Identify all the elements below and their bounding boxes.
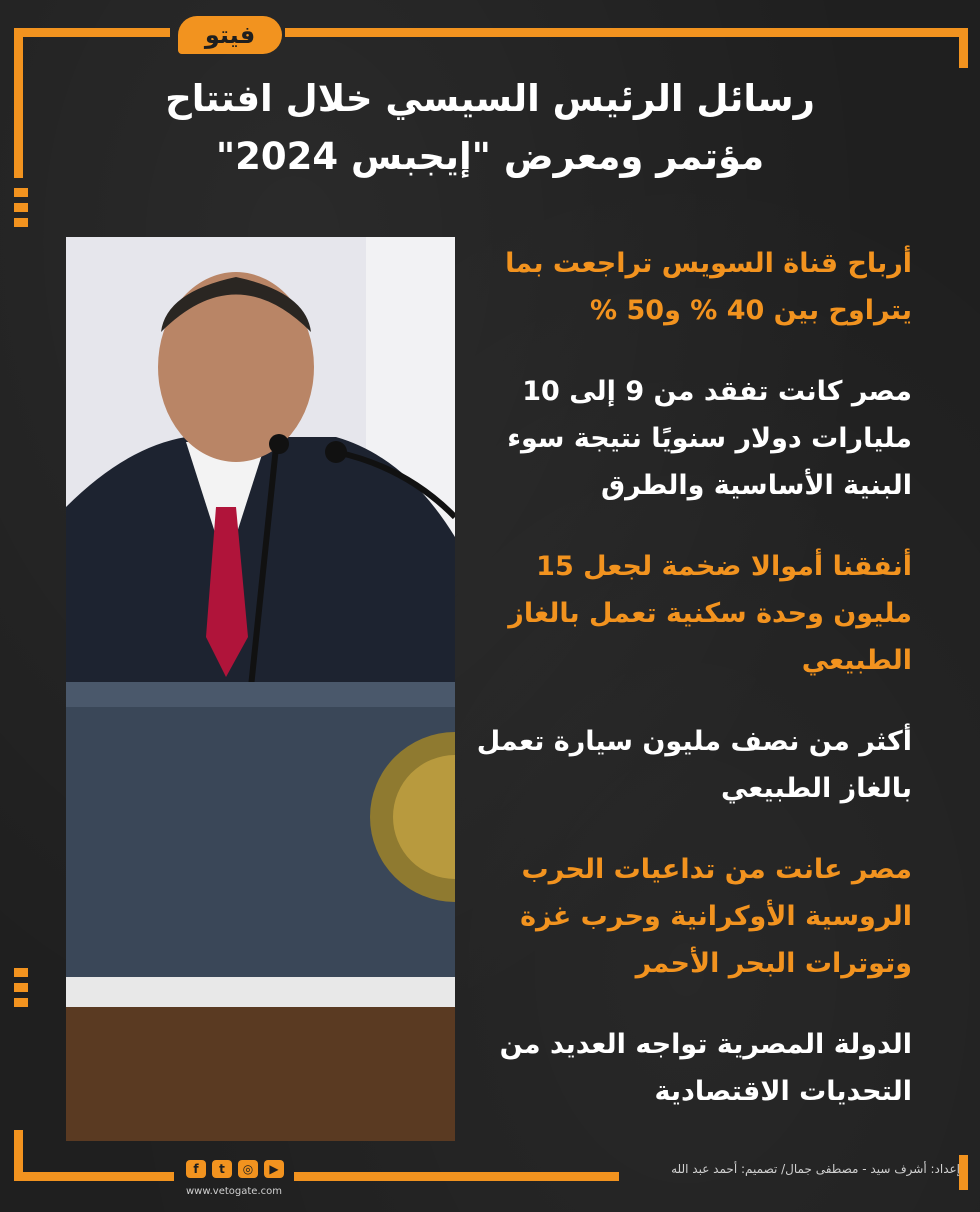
frame-dashes-top [14, 188, 28, 233]
website-url[interactable]: www.vetogate.com [186, 1186, 282, 1197]
facebook-icon[interactable]: f [186, 1160, 206, 1178]
instagram-icon[interactable]: ◎ [238, 1160, 258, 1178]
frame-bottom-left [14, 1172, 174, 1181]
youtube-icon[interactable]: ▶ [264, 1160, 284, 1178]
footer-credit: إعداد: أشرف سيد - مصطفى جمال/ تصميم: أحمد عبد الله [671, 1162, 960, 1176]
frame-right-top [959, 28, 968, 68]
frame-dashes-bottom [14, 968, 28, 1013]
frame-left [14, 28, 23, 178]
frame-top-left [14, 28, 170, 37]
page-title [120, 70, 860, 186]
title-line-1: رسائل الرئيس السيسي خلال افتتاح [165, 77, 815, 120]
title-line-2: مؤتمر ومعرض "إيجبس 2024" [215, 135, 765, 178]
statement-item-3: أنفقنا أموالا ضخمة لجعل 15 مليون وحدة سكنية تعمل بالغاز الطبيعي [508, 551, 912, 676]
statement-item-5: مصر عانت من تداعيات الحرب الروسية الأوكرانية وحرب غزة وتوترات البحر الأحمر [520, 854, 912, 979]
frame-bottom-right [294, 1172, 619, 1181]
statement-list [462, 240, 912, 1149]
speaker-photo [66, 237, 455, 1141]
statement-item-1: أرباح قناة السويس تراجعت بما يتراوح بين 40 % و50 % [505, 248, 912, 326]
frame-top-right [285, 28, 968, 37]
twitter-icon[interactable]: t [212, 1160, 232, 1178]
speaker-illustration [66, 237, 455, 1141]
statement-item-2: مصر كانت تفقد من 9 إلى 10 مليارات دولار سنويًا نتيجة سوء البنية الأساسية والطرق [507, 376, 912, 501]
brand-logo[interactable] [178, 16, 282, 54]
social-links [186, 1160, 284, 1178]
frame-right-bottom [959, 1155, 968, 1190]
statement-item-6: الدولة المصرية تواجه العديد من التحديات الاقتصادية [499, 1029, 912, 1107]
statement-item-4: أكثر من نصف مليون سيارة تعمل بالغاز الطبيعي [476, 726, 912, 804]
brand-logo-text: فيتو [204, 21, 256, 49]
